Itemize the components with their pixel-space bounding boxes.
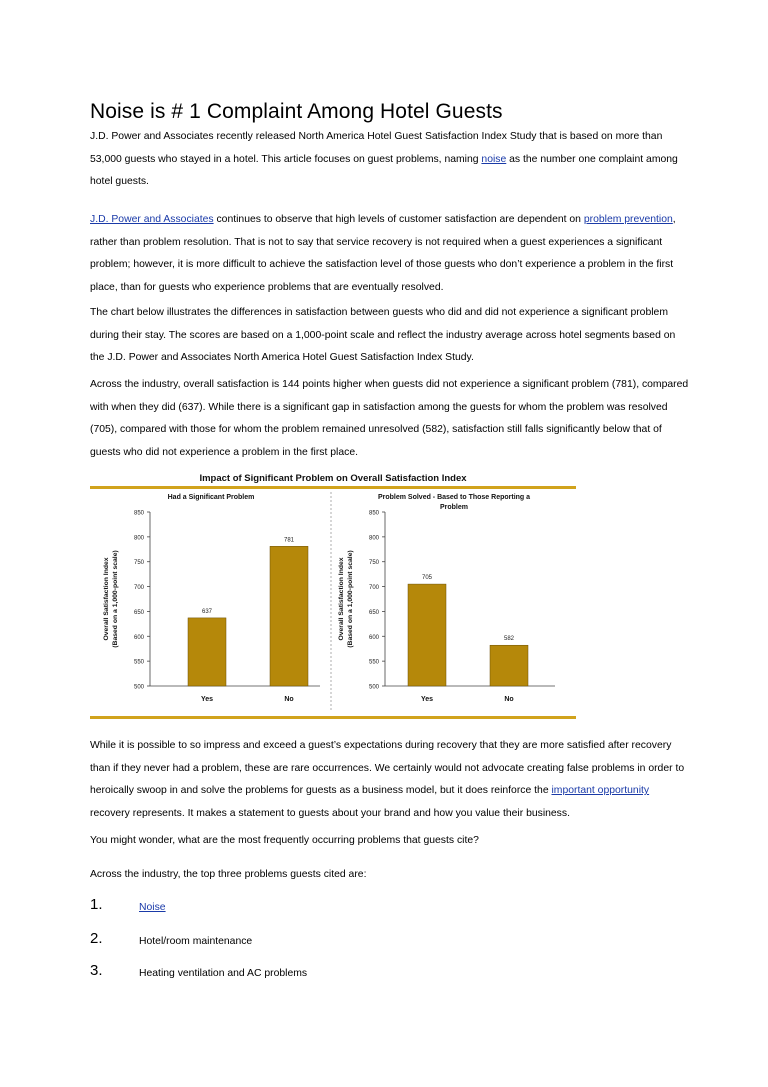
bar-value-label: 705 [421, 575, 433, 582]
y-tick-label: 500 [368, 684, 379, 691]
paragraph-question: You might wonder, what are the most frequently occurring problems that guests cite? [90, 835, 479, 846]
y-tick-label: 650 [133, 609, 144, 616]
y-tick-label: 550 [368, 659, 379, 666]
x-category-label: Yes [200, 696, 214, 703]
y-tick-label: 850 [133, 510, 144, 517]
y-tick-label: 700 [368, 585, 379, 592]
paragraph-text: continues to observe that high levels of customer satisfaction are dependent on [213, 214, 584, 225]
chart-title: Impact of Significant Problem on Overall Satisfaction Index [199, 473, 467, 484]
panel-subtitle: Problem Solved - Based to Those Reporting a [377, 494, 531, 501]
x-category-label: No [504, 696, 514, 703]
bar [490, 645, 528, 686]
list-number: 2. [90, 930, 103, 947]
y-tick-label: 650 [368, 609, 379, 616]
y-tick-label: 550 [133, 659, 144, 666]
y-axis-label: Overall Satisfaction Index [338, 557, 345, 641]
panel-subtitle: Had a Significant Problem [167, 494, 255, 501]
bar [188, 618, 226, 686]
y-tick-label: 800 [368, 535, 379, 542]
paragraph-prevention [90, 209, 690, 299]
y-tick-label: 600 [133, 634, 144, 641]
y-tick-label: 750 [368, 560, 379, 567]
y-tick-label: 500 [133, 684, 144, 691]
x-category-label: No [284, 696, 294, 703]
list-number: 1. [90, 896, 103, 913]
satisfaction-chart [90, 470, 576, 720]
paragraph-top-three: Across the industry, the top three problems guests cited are: [90, 869, 367, 880]
bar [408, 584, 446, 686]
problem-prevention-link[interactable]: problem prevention [583, 214, 673, 225]
panel-subtitle: Problem [439, 504, 469, 511]
bar-value-label: 582 [503, 636, 515, 643]
y-tick-label: 600 [368, 634, 379, 641]
important-opportunity-link[interactable]: important opportunity [551, 785, 650, 796]
paragraph-text: as the number one complaint among hotel guests. [90, 153, 678, 187]
y-axis-label: (Based on a 1,000-point scale) [347, 550, 354, 648]
y-tick-label: 750 [133, 560, 144, 567]
paragraph-text: While it is possible to so impress and exceed a guest’s expectations during recovery that they are more satisfied after recovery than if they never had a problem, these are rare occurrences. We certainly would not advocate creating false problems in order to heroically swoop in and solve the problems for guests as a business model, but it does reinforce the [90, 740, 685, 796]
y-axis-label: Overall Satisfaction Index [103, 557, 110, 641]
paragraph-text: , rather than problem resolution. That is not to say that service recovery is not required when a guest experiences a significant problem; however, it is more difficult to achieve the satisfaction level of those guests who don’t experience a problem in the first place, than for guests who experience problems that are eventually resolved. [90, 214, 676, 293]
page-title: Noise is # 1 Complaint Among Hotel Guests [90, 100, 503, 123]
paragraph-recovery [90, 735, 690, 825]
y-tick-label: 700 [133, 585, 144, 592]
paragraph-intro [90, 126, 690, 194]
paragraph-text: recovery represents. It makes a statement to guests about your brand and how you value their business. [90, 807, 570, 819]
list-text: Hotel/room maintenance [139, 936, 253, 947]
paragraph-chart-intro: The chart below illustrates the differences in satisfaction between guests who did and did not experience a significant problem during their stay. The scores are based on a 1,000-point scale and reflect the industry average across hotel segments based on the J.D. Power and Associates North America Hotel Guest Satisfaction Index Study. [90, 307, 676, 363]
paragraph-text: J.D. Power and Associates recently released North America Hotel Guest Satisfaction Index Study that is based on more than 53,000 guests who stayed in a hotel. This article focuses on guest problems, naming [90, 131, 663, 165]
chart-top-border [90, 486, 576, 489]
y-tick-label: 850 [368, 510, 379, 517]
list-text: Heating ventilation and AC problems [139, 968, 308, 979]
bar-value-label: 637 [201, 608, 213, 615]
list-number: 3. [90, 962, 103, 979]
chart-bottom-border [90, 716, 576, 719]
y-tick-label: 800 [133, 535, 144, 542]
noise-link[interactable]: noise [481, 153, 507, 165]
bar-value-label: 781 [283, 537, 295, 544]
y-axis-label: (Based on a 1,000-point scale) [112, 550, 119, 648]
noise-list-link[interactable]: Noise [139, 902, 166, 913]
x-category-label: Yes [420, 696, 434, 703]
bar [270, 546, 308, 686]
jd-power-link[interactable]: J.D. Power and Associates [90, 214, 214, 225]
paragraph-industry: Across the industry, overall satisfaction is 144 points higher when guests did not experience a significant problem (781), compared with when they did (637). While there is a significant gap in satisfaction among the guests for whom the problem was resolved (705), compared with those for whom the problem remained unresolved (582), satisfaction still falls significantly below that of guests who did not experience a problem in the first place. [90, 379, 689, 458]
